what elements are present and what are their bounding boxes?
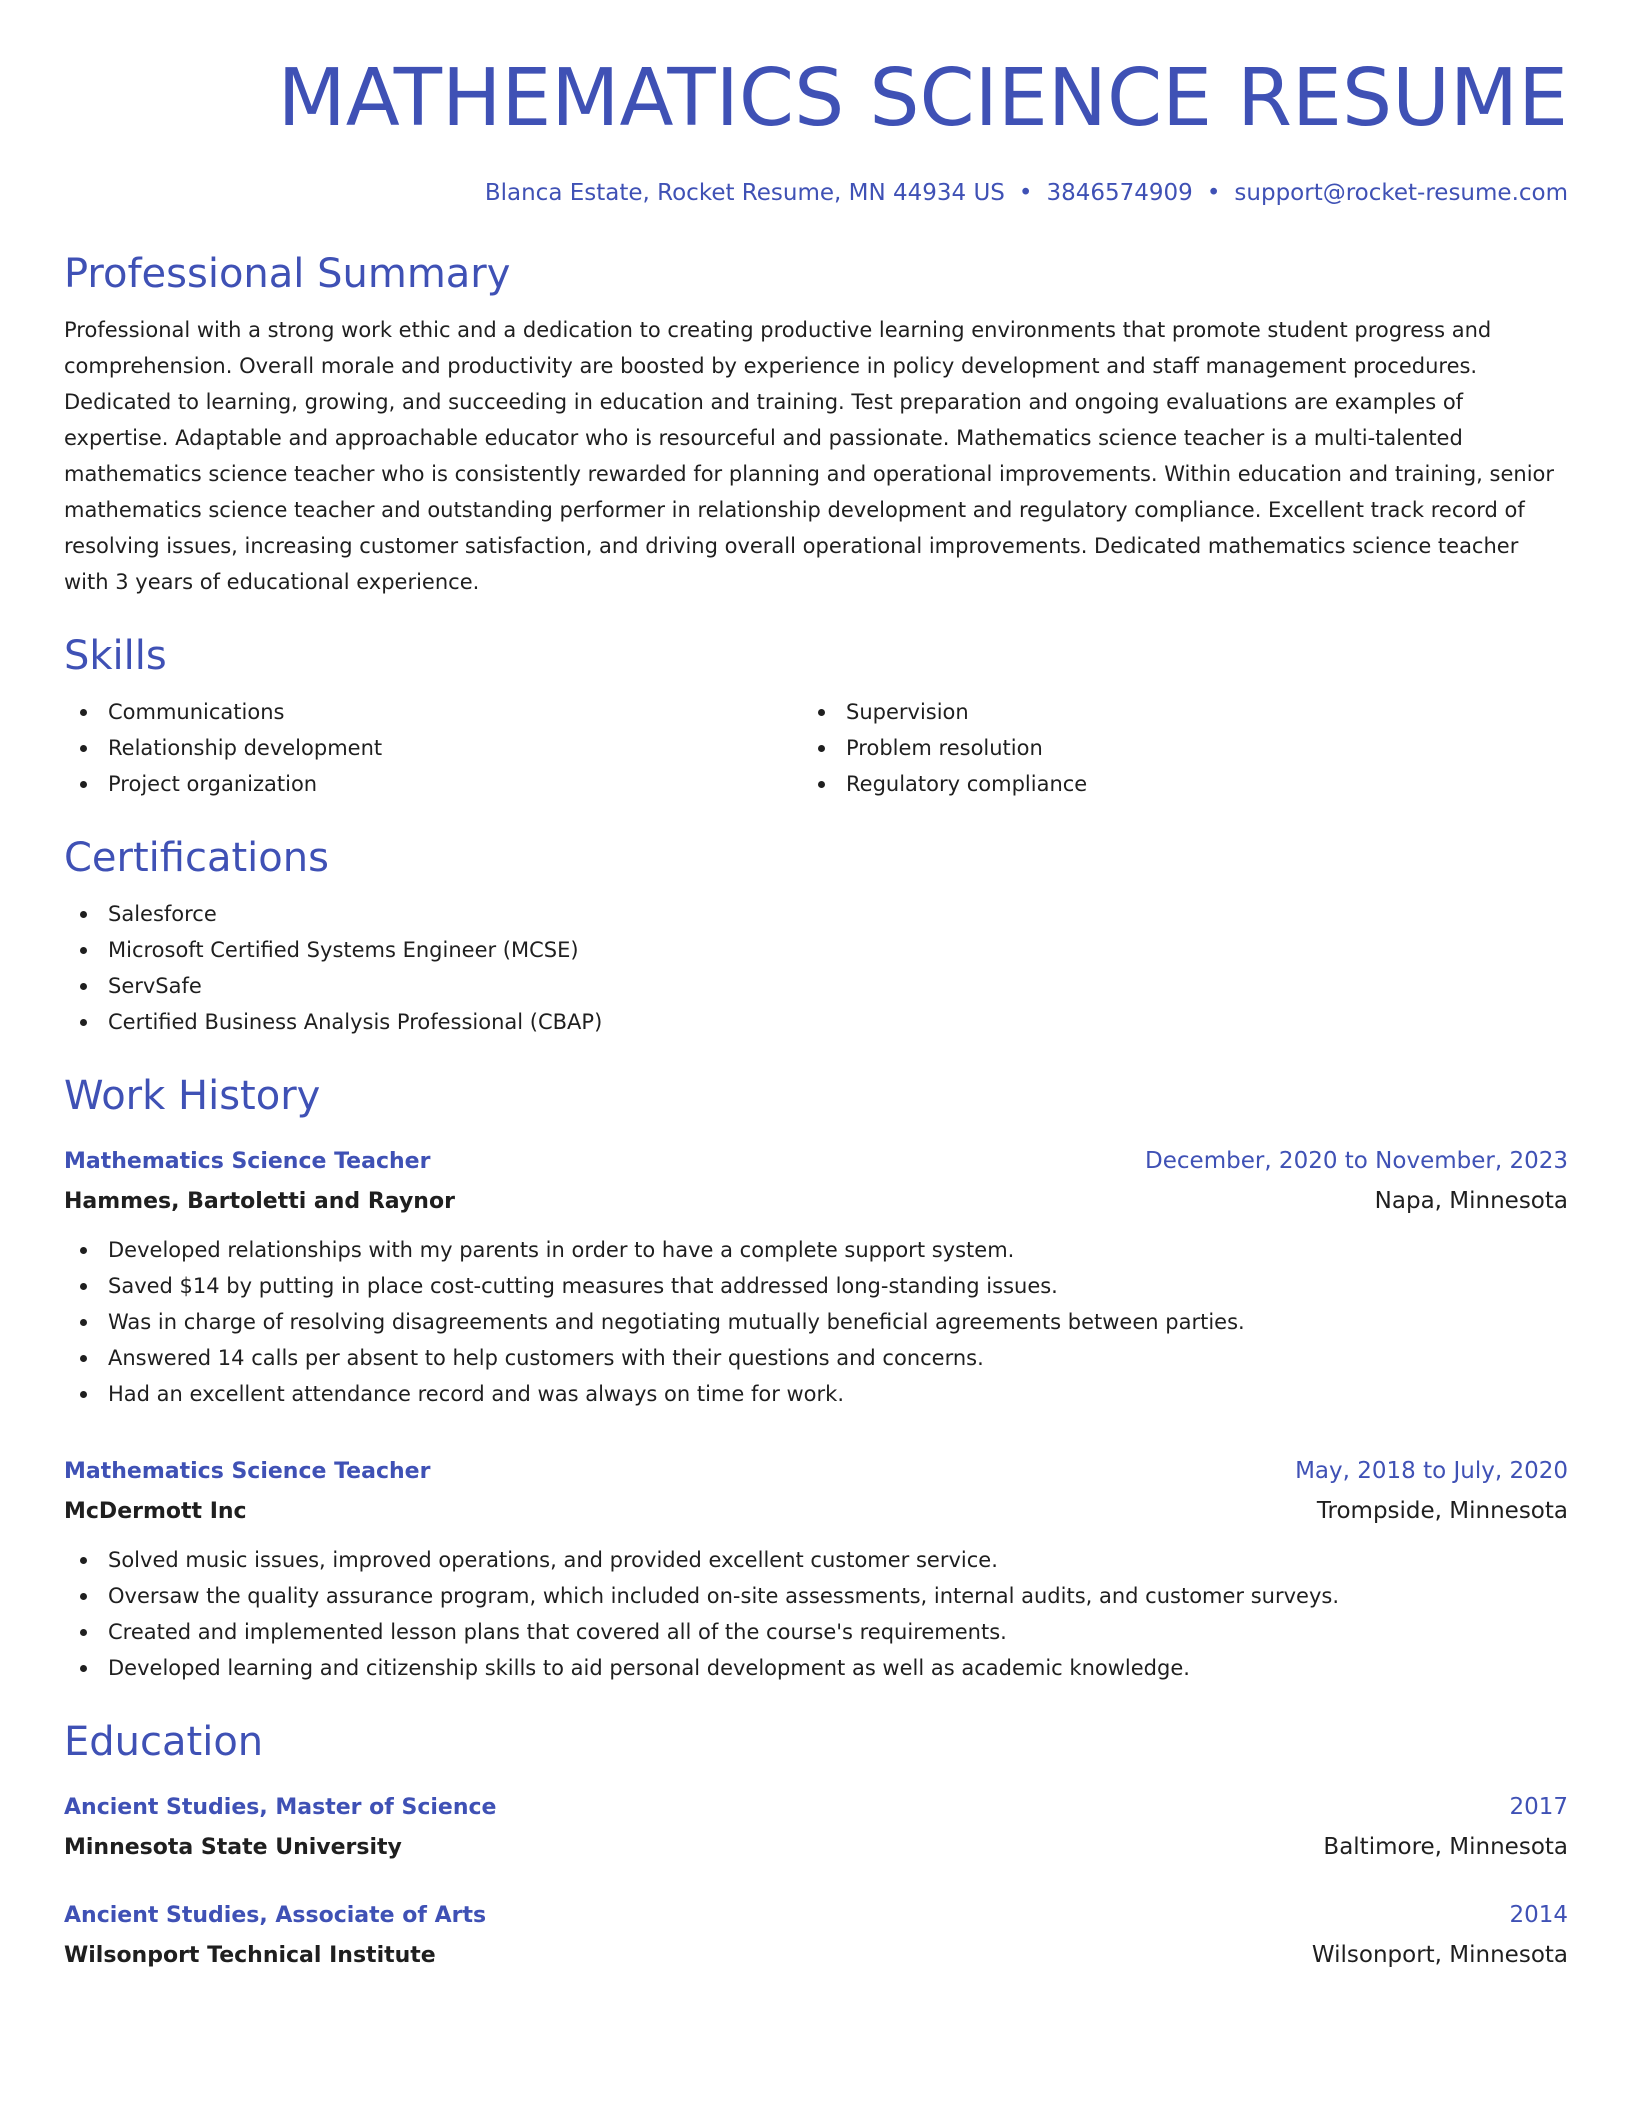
job-duties-list xyxy=(64,1542,1568,1686)
job-entry xyxy=(64,1452,1568,1686)
job-dates: December, 2020 to November, 2023 xyxy=(1145,1148,1568,1174)
job-duty: Developed relationships with my parents in order to have a complete support system. xyxy=(64,1232,1568,1268)
job-duty: Developed learning and citizenship skills to aid personal development as well as academic knowledge. xyxy=(64,1650,1568,1686)
education-entry xyxy=(64,1788,1568,1868)
skill-item: Problem resolution xyxy=(802,730,1568,766)
skills-list-left xyxy=(64,694,802,802)
skill-item: Supervision xyxy=(802,694,1568,730)
contact-email[interactable]: support@rocket-resume.com xyxy=(1234,180,1568,206)
skill-item: Communications xyxy=(64,694,802,730)
work-history-heading: Work History xyxy=(64,1073,321,1119)
summary-text: Professional with a strong work ethic and a dedication to creating productive learning environments that promote student progress and comprehension. Overall morale and productivity are boosted by experience in policy development and staff management procedures. Dedicated to learning, growing, and succeeding in education and training. Test preparation and ongoing evaluations are examples of expertise. Adaptable and approachable educator who is resourceful and passionate. Mathematics science teacher is a multi-talented mathematics science teacher who is consistently rewarded for planning and operational improvements. Within education and training, senior mathematics science teacher and outstanding performer in relationship development and regulatory compliance. Excellent track record of resolving issues, increasing customer satisfaction, and driving overall operational improvements. Dedicated mathematics science teacher with 3 years of educational experience. xyxy=(64,318,1555,594)
education-degree: Ancient Studies, Master of Science xyxy=(64,1795,497,1820)
skills-grid xyxy=(64,694,1568,802)
job-title: Mathematics Science Teacher xyxy=(64,1459,431,1484)
education-header-row xyxy=(64,1896,1568,1935)
education-location: Baltimore, Minnesota xyxy=(1323,1834,1568,1860)
job-entry xyxy=(64,1142,1568,1412)
certification-item: Salesforce xyxy=(64,896,1568,932)
education-school: Wilsonport Technical Institute xyxy=(64,1943,436,1968)
contact-line xyxy=(64,178,1568,208)
job-duty: Solved music issues, improved operations, and provided excellent customer service. xyxy=(64,1542,1568,1578)
job-duty: Oversaw the quality assurance program, which included on-site assessments, internal audits, and customer surveys. xyxy=(64,1578,1568,1614)
job-duty: Answered 14 calls per absent to help customers with their questions and concerns. xyxy=(64,1340,1568,1376)
job-company: McDermott Inc xyxy=(64,1499,247,1524)
job-duty: Was in charge of resolving disagreements and negotiating mutually beneficial agreements between parties. xyxy=(64,1304,1568,1340)
skill-item: Regulatory compliance xyxy=(802,766,1568,802)
job-duty: Had an excellent attendance record and was always on time for work. xyxy=(64,1376,1568,1412)
education-school: Minnesota State University xyxy=(64,1835,402,1860)
summary-heading: Professional Summary xyxy=(64,251,511,297)
contact-separator: • xyxy=(1018,180,1033,206)
job-company-row xyxy=(64,1491,1568,1532)
skills-list-right xyxy=(802,694,1568,802)
certification-item: Certified Business Analysis Professional (CBAP) xyxy=(64,1004,1568,1040)
education-year: 2017 xyxy=(1509,1794,1568,1820)
certifications-section xyxy=(64,834,1568,1040)
job-header-row xyxy=(64,1142,1568,1181)
education-heading: Education xyxy=(64,1719,264,1765)
education-school-row xyxy=(64,1827,1568,1868)
skills-heading: Skills xyxy=(64,633,167,679)
certification-item: ServSafe xyxy=(64,968,1568,1004)
skill-item: Relationship development xyxy=(64,730,802,766)
education-degree: Ancient Studies, Associate of Arts xyxy=(64,1903,487,1928)
education-year: 2014 xyxy=(1509,1902,1568,1928)
certifications-heading: Certifications xyxy=(64,835,329,881)
certification-item: Microsoft Certified Systems Engineer (MCSE) xyxy=(64,932,1568,968)
education-section xyxy=(64,1718,1568,1976)
job-location: Trompside, Minnesota xyxy=(1316,1498,1568,1524)
education-school-row xyxy=(64,1935,1568,1976)
education-entry xyxy=(64,1896,1568,1976)
job-dates: May, 2018 to July, 2020 xyxy=(1295,1458,1568,1484)
contact-phone: 3846574909 xyxy=(1046,180,1193,206)
job-duty: Created and implemented lesson plans that covered all of the course's requirements. xyxy=(64,1614,1568,1650)
education-header-row xyxy=(64,1788,1568,1827)
job-duty: Saved $14 by putting in place cost-cutting measures that addressed long-standing issues. xyxy=(64,1268,1568,1304)
job-location: Napa, Minnesota xyxy=(1374,1188,1568,1214)
job-duties-list xyxy=(64,1232,1568,1412)
contact-separator: • xyxy=(1206,180,1221,206)
contact-address: Blanca Estate, Rocket Resume, MN 44934 US xyxy=(484,180,1005,206)
resume-title: MATHEMATICS SCIENCE RESUME xyxy=(277,52,1568,144)
certifications-list xyxy=(64,896,1568,1040)
skill-item: Project organization xyxy=(64,766,802,802)
job-company: Hammes, Bartoletti and Raynor xyxy=(64,1189,455,1214)
job-header-row xyxy=(64,1452,1568,1491)
job-title: Mathematics Science Teacher xyxy=(64,1149,431,1174)
work-history-section xyxy=(64,1072,1568,1686)
job-company-row xyxy=(64,1181,1568,1222)
skills-section xyxy=(64,632,1568,802)
resume-header xyxy=(64,50,1568,208)
education-location: Wilsonport, Minnesota xyxy=(1311,1942,1568,1968)
